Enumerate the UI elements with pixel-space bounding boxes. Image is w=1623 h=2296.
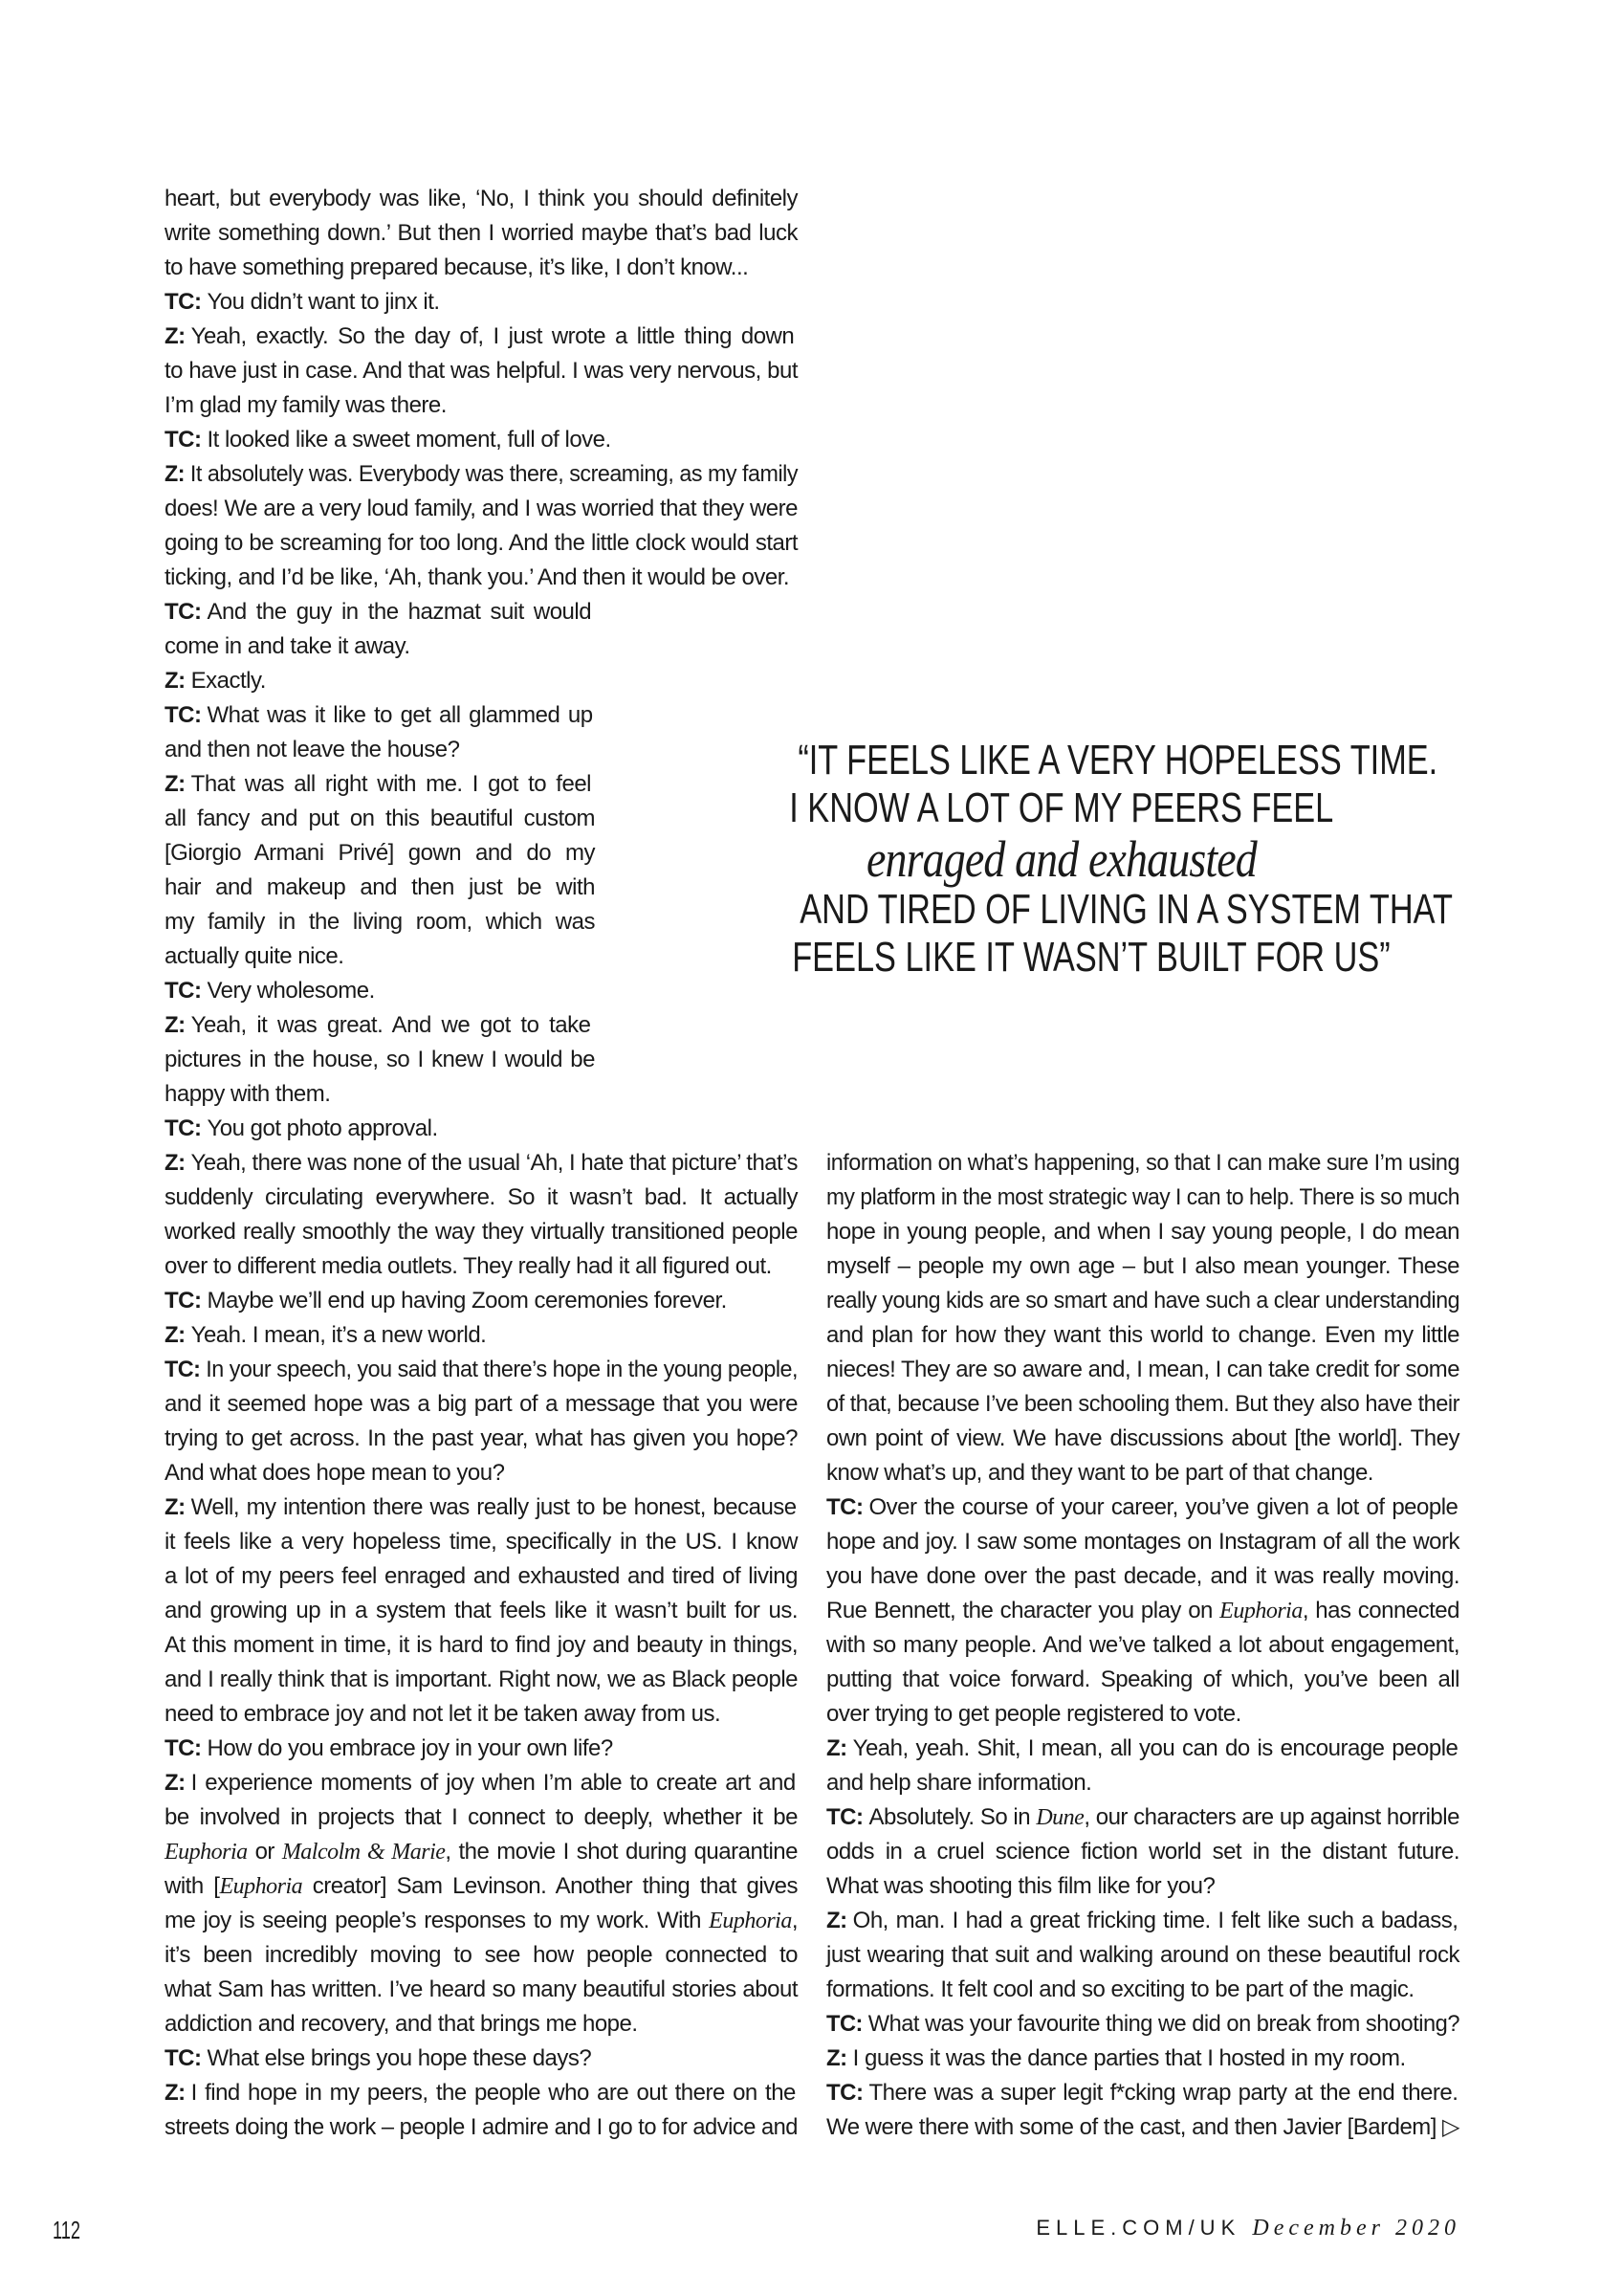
speaker-label: TC:	[164, 978, 202, 1004]
text-line	[164, 354, 798, 388]
text-segment: just wearing that suit and walking around on these beautiful rock	[826, 1942, 1459, 1968]
text-segment: information on what’s happening, so that I can make sure I’m using	[826, 1150, 1459, 1176]
text-line	[164, 1387, 798, 1422]
pull-quote-line	[708, 934, 1415, 982]
speaker-label: Z:	[826, 1908, 847, 1933]
text-segment: of that, because I’ve been schooling them. But they also have their	[826, 1391, 1459, 1417]
speaker-label: TC:	[164, 1735, 202, 1761]
text-line	[164, 629, 595, 664]
text-line	[164, 320, 798, 354]
pull-quote-line-italic	[708, 832, 1415, 886]
text-line	[164, 1043, 595, 1077]
title-italic: Euphoria	[709, 1909, 792, 1933]
text-segment: Absolutely. So in	[868, 1804, 1037, 1830]
text-segment: heart, but everybody was like, ‘No, I think you should definitely	[164, 186, 798, 211]
text-segment: need to embrace joy and not let it be taken away from us.	[164, 1701, 721, 1727]
text-line	[826, 2042, 1459, 2076]
text-segment: What was your favourite thing we did on break from shooting?	[867, 2011, 1459, 2037]
text-segment: write something down.’ But then I worried maybe that’s bad luck	[164, 220, 798, 246]
text-line	[164, 836, 595, 871]
text-line	[164, 1800, 798, 1835]
text-line	[826, 1697, 1459, 1732]
text-line	[164, 1318, 798, 1353]
title-italic: Euphoria	[219, 1874, 303, 1899]
text-line	[826, 1559, 1459, 1594]
text-segment: Maybe we’ll end up having Zoom ceremonies forever.	[207, 1288, 727, 1314]
text-line	[164, 1697, 798, 1732]
text-segment: odds in a cruel science fiction world set in the distant future.	[826, 1839, 1459, 1865]
page-number: 112	[53, 2216, 81, 2244]
text-line	[164, 1249, 798, 1284]
text-segment: , our characters are up against horrible	[1084, 1804, 1459, 1830]
text-line	[826, 1938, 1459, 1973]
text-segment: [Giorgio Armani Privé] gown and do my	[164, 840, 595, 866]
text-segment: my family in the living room, which was	[164, 909, 595, 935]
text-line	[164, 492, 798, 526]
text-segment: hair and makeup and then just be with	[164, 874, 595, 900]
text-line	[164, 1973, 798, 2007]
issue-date: December 2020	[1252, 2216, 1460, 2241]
text-line	[826, 1318, 1459, 1353]
article-column-left	[164, 182, 798, 2145]
text-line	[826, 1456, 1459, 1490]
speaker-label: TC:	[164, 289, 202, 315]
text-line	[826, 1732, 1459, 1766]
text-segment: suddenly circulating everywhere. So it wasn’t bad. It actually	[164, 1184, 798, 1210]
text-line	[826, 1215, 1459, 1249]
text-segment: what Sam has written. I’ve heard so many beautiful stories about	[164, 1976, 798, 2002]
text-segment: a lot of my peers feel enraged and exhausted and tired of living	[164, 1563, 798, 1589]
text-line	[164, 285, 798, 320]
text-line	[164, 1146, 798, 1181]
text-segment: it’s been incredibly moving to see how people connected to	[164, 1942, 798, 1968]
text-line	[164, 1732, 798, 1766]
pull-quote-text: “IT FEELS LIKE A VERY HOPELESS TIME.	[798, 737, 1438, 784]
pull-quote-text: I KNOW A LOT OF MY PEERS FEEL	[789, 784, 1334, 831]
pull-quote-text: AND TIRED OF LIVING IN A SYSTEM THAT	[800, 886, 1454, 933]
text-line	[164, 561, 798, 595]
text-line	[164, 802, 595, 836]
text-segment: addiction and recovery, and that brings me hope.	[164, 2011, 638, 2037]
text-segment: hope in young people, and when I say young people, I do mean	[826, 1219, 1459, 1245]
text-line	[164, 974, 595, 1008]
text-segment: streets doing the work – people I admire and I go to for advice and	[164, 2114, 798, 2140]
text-line	[164, 664, 595, 698]
text-line	[164, 1353, 798, 1387]
speaker-label: TC:	[164, 702, 202, 728]
text-line	[164, 457, 798, 492]
text-segment: over to different media outlets. They really had it all figured out.	[164, 1253, 772, 1279]
speaker-label: Z:	[164, 1494, 186, 1520]
pull-quote-line	[708, 784, 1415, 832]
text-segment: know what’s up, and they want to be part of that change.	[826, 1460, 1373, 1486]
text-line	[164, 388, 798, 423]
speaker-label: TC:	[164, 599, 202, 625]
text-line	[164, 423, 798, 457]
text-line	[164, 1112, 595, 1146]
text-segment: and it seemed hope was a big part of a message that you were	[164, 1391, 798, 1417]
text-line	[826, 1869, 1459, 1904]
text-segment: There was a super legit f*cking wrap party at the end there.	[868, 2080, 1459, 2106]
text-segment: does! We are a very loud family, and I was worried that they were	[164, 496, 798, 521]
text-segment: I guess it was the dance parties that I hosted in my room.	[852, 2045, 1406, 2071]
text-segment: You got photo approval.	[207, 1115, 438, 1141]
text-line	[826, 1181, 1459, 1215]
text-segment: over trying to get people registered to vote.	[826, 1701, 1241, 1727]
text-segment: really young kids are so smart and have such a clear understanding	[826, 1288, 1459, 1314]
speaker-label: Z:	[164, 771, 186, 797]
text-line	[164, 1008, 595, 1043]
speaker-label: TC:	[826, 2011, 863, 2037]
text-segment: What was shooting this film like for you?	[826, 1873, 1216, 1899]
pull-quote-line	[708, 737, 1438, 784]
text-line	[164, 1766, 798, 1800]
text-segment: You didn’t want to jinx it.	[207, 289, 440, 315]
text-segment: hope and joy. I saw some montages on Instagram of all the work	[826, 1529, 1459, 1555]
article-column-right	[826, 1146, 1459, 2145]
text-segment: , has connected	[1302, 1598, 1460, 1623]
text-line	[164, 1869, 798, 1904]
text-segment: and then not leave the house?	[164, 737, 460, 762]
text-segment: Over the course of your career, you’ve given a lot of people	[868, 1494, 1459, 1520]
text-segment: Rue Bennett, the character you play on	[826, 1598, 1220, 1623]
text-segment: trying to get across. In the past year, what has given you hope?	[164, 1425, 798, 1451]
text-segment: happy with them.	[164, 1081, 331, 1107]
text-segment: and growing up in a system that feels like it wasn’t built for us.	[164, 1598, 798, 1623]
text-line	[826, 1973, 1459, 2007]
text-line	[826, 1284, 1459, 1318]
text-line	[164, 526, 798, 561]
text-segment: formations. It felt cool and so exciting to be part of the magic.	[826, 1976, 1415, 2002]
text-line	[826, 1663, 1459, 1697]
text-segment: putting that voice forward. Speaking of which, you’ve been all	[826, 1667, 1459, 1692]
text-line	[826, 1800, 1459, 1835]
text-line	[164, 733, 595, 767]
text-line	[164, 216, 798, 251]
speaker-label: TC:	[164, 1288, 202, 1314]
text-line	[164, 1215, 798, 1249]
text-segment: actually quite nice.	[164, 943, 344, 969]
text-line	[826, 1594, 1459, 1628]
title-italic: Euphoria	[1219, 1599, 1303, 1623]
text-line	[164, 1490, 798, 1525]
speaker-label: TC:	[164, 1115, 202, 1141]
text-segment: ,	[791, 1908, 798, 1933]
text-segment: myself – people my own age – but I also mean younger. These	[826, 1253, 1459, 1279]
title-italic: Dune	[1036, 1805, 1085, 1830]
speaker-label: TC:	[826, 1804, 864, 1830]
text-segment: creator] Sam Levinson. Another thing that gives	[302, 1873, 798, 1899]
pull-quote	[708, 737, 1454, 982]
title-italic: Euphoria	[164, 1840, 248, 1865]
text-line	[826, 2110, 1459, 2145]
text-segment: you have done over the past decade, and it was really moving.	[826, 1563, 1459, 1589]
text-segment: be involved in projects that I connect to deeply, whether it be	[164, 1804, 798, 1830]
text-segment: How do you embrace joy in your own life?	[207, 1735, 613, 1761]
text-segment: Yeah, there was none of the usual ‘Ah, I hate that picture’ that’s	[190, 1150, 798, 1176]
text-segment: I’m glad my family was there.	[164, 392, 447, 418]
speaker-label: Z:	[826, 1735, 847, 1761]
text-segment: and plan for how they want this world to change. Even my little	[826, 1322, 1459, 1348]
speaker-label: TC:	[164, 427, 202, 453]
speaker-label: Z:	[164, 323, 186, 349]
text-segment: I experience moments of joy when I’m able to create art and	[190, 1770, 796, 1796]
text-segment: and help share information.	[826, 1770, 1092, 1796]
text-segment: Yeah, it was great. And we got to take	[190, 1012, 591, 1038]
text-segment: At this moment in time, it is hard to find joy and beauty in things,	[164, 1632, 798, 1658]
speaker-label: TC:	[164, 1357, 201, 1382]
text-segment: Oh, man. I had a great fricking time. I felt like such a badass,	[852, 1908, 1459, 1933]
text-segment: all fancy and put on this beautiful custom	[164, 806, 595, 831]
text-line	[826, 1766, 1459, 1800]
text-line	[826, 1422, 1459, 1456]
speaker-label: Z:	[164, 1012, 186, 1038]
text-line	[164, 698, 595, 733]
text-segment: And the guy in the hazmat suit would	[207, 599, 592, 625]
text-segment: It looked like a sweet moment, full of love.	[207, 427, 611, 453]
title-italic: Malcolm & Marie	[281, 1840, 446, 1865]
footer-credit	[1036, 2216, 1460, 2241]
text-segment: with so many people. And we’ve talked a lot about engagement,	[826, 1632, 1459, 1658]
text-segment: ticking, and I’d be like, ‘Ah, thank you.’ And then it would be over.	[164, 564, 790, 590]
speaker-label: Z:	[164, 461, 186, 487]
text-segment: Yeah, yeah. Shit, I mean, all you can do is encourage people	[852, 1735, 1459, 1761]
text-segment: come in and take it away.	[164, 633, 410, 659]
text-line	[826, 2007, 1459, 2042]
text-segment: In your speech, you said that there’s hope in the young people,	[206, 1357, 799, 1382]
speaker-label: Z:	[164, 1770, 186, 1796]
text-line	[826, 1525, 1459, 1559]
text-line	[164, 1938, 798, 1973]
text-segment: me joy is seeing people’s responses to my work. With	[164, 1908, 710, 1933]
text-line	[164, 1835, 798, 1869]
text-line	[164, 939, 595, 974]
text-segment: going to be screaming for too long. And the little clock would start	[164, 530, 798, 556]
text-segment: We were there with some of the cast, and then Javier [Bardem] ▷	[826, 2114, 1459, 2140]
text-line	[164, 1628, 798, 1663]
text-segment: It absolutely was. Everybody was there, screaming, as my family	[189, 461, 799, 487]
text-segment: And what does hope mean to you?	[164, 1460, 505, 1486]
text-line	[826, 2076, 1459, 2110]
text-segment: it feels like a very hopeless time, specifically in the US. I know	[164, 1529, 798, 1555]
text-segment: and I really think that is important. Right now, we as Black people	[164, 1667, 798, 1692]
speaker-label: Z:	[164, 1150, 186, 1176]
text-segment: my platform in the most strategic way I can to help. There is so much	[826, 1184, 1459, 1210]
speaker-label: TC:	[826, 2080, 864, 2106]
site-url: ELLE.COM/UK	[1036, 2216, 1241, 2240]
text-line	[826, 1353, 1459, 1387]
speaker-label: Z:	[164, 2080, 186, 2106]
text-line	[164, 1456, 798, 1490]
text-line	[164, 767, 595, 802]
text-segment: pictures in the house, so I knew I would be	[164, 1047, 595, 1072]
speaker-label: Z:	[164, 668, 186, 694]
text-line	[826, 1249, 1459, 1284]
text-line	[164, 1904, 798, 1938]
text-line	[826, 1904, 1459, 1938]
pull-quote-line	[708, 886, 1454, 934]
text-segment: worked really smoothly the way they virtually transitioned people	[164, 1219, 798, 1245]
text-line	[164, 1181, 798, 1215]
pull-quote-text: enraged and exhausted	[866, 830, 1257, 888]
text-segment: to have something prepared because, it’s like, I don’t know...	[164, 254, 749, 280]
text-line	[164, 182, 798, 216]
text-segment: Very wholesome.	[207, 978, 375, 1004]
text-segment: or	[247, 1839, 282, 1865]
speaker-label: TC:	[826, 1494, 864, 1520]
text-line	[164, 905, 595, 939]
text-line	[164, 1559, 798, 1594]
text-segment: What was it like to get all glammed up	[207, 702, 593, 728]
text-line	[164, 2007, 798, 2042]
text-segment: nieces! They are so aware and, I mean, I can take credit for some	[826, 1357, 1459, 1382]
text-segment: with [	[164, 1873, 220, 1899]
text-line	[826, 1387, 1459, 1422]
speaker-label: Z:	[164, 1322, 186, 1348]
text-line	[826, 1628, 1459, 1663]
text-line	[164, 2042, 798, 2076]
text-line	[826, 1490, 1459, 1525]
text-segment: Yeah, exactly. So the day of, I just wrote a little thing down	[190, 323, 795, 349]
text-segment: to have just in case. And that was helpful. I was very nervous, but	[164, 358, 798, 384]
text-segment: Yeah. I mean, it’s a new world.	[190, 1322, 487, 1348]
text-line	[164, 2076, 798, 2110]
text-line	[164, 2110, 798, 2145]
text-line	[164, 1422, 798, 1456]
pull-quote-text: FEELS LIKE IT WASN’T BUILT FOR US”	[792, 934, 1391, 981]
text-segment: Well, my intention there was really just to be honest, because	[190, 1494, 797, 1520]
text-line	[164, 871, 595, 905]
text-segment: That was all right with me. I got to feel	[190, 771, 591, 797]
text-segment: What else brings you hope these days?	[207, 2045, 592, 2071]
text-segment: I find hope in my peers, the people who are out there on the	[190, 2080, 796, 2106]
text-line	[164, 595, 595, 629]
text-line	[164, 1594, 798, 1628]
text-segment: Exactly.	[190, 668, 266, 694]
text-line	[164, 1077, 595, 1112]
text-segment: , the movie I shot during quarantine	[445, 1839, 798, 1865]
text-line	[164, 1525, 798, 1559]
text-segment: own point of view. We have discussions about [the world]. They	[826, 1425, 1459, 1451]
text-line	[164, 251, 798, 285]
text-line	[164, 1663, 798, 1697]
text-line	[826, 1835, 1459, 1869]
text-line	[164, 1284, 798, 1318]
speaker-label: TC:	[164, 2045, 202, 2071]
speaker-label: Z:	[826, 2045, 847, 2071]
text-line	[826, 1146, 1459, 1181]
